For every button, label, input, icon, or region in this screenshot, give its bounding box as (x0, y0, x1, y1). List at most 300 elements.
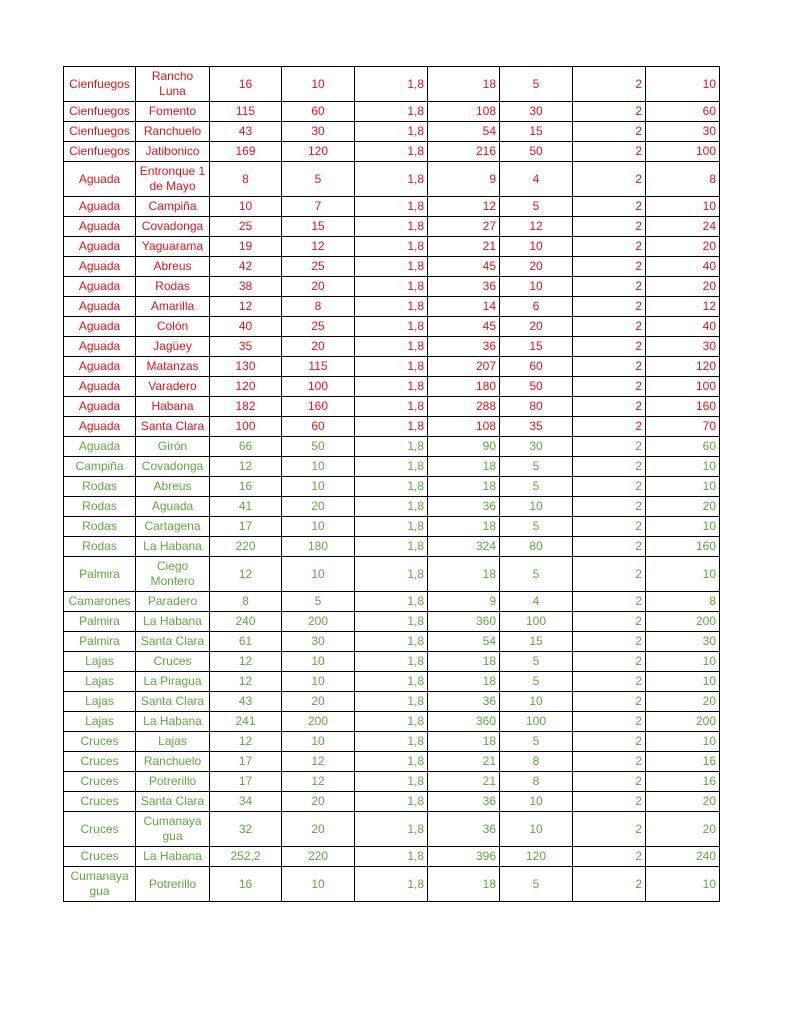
value-cell-1: 182 (210, 397, 282, 417)
factor-cell: 1,8 (355, 592, 428, 612)
value-cell-1: 12 (210, 557, 282, 592)
destination-cell: La Habana (136, 847, 210, 867)
table-row (64, 632, 720, 652)
value-cell-3: 14 (428, 297, 500, 317)
table-row (64, 142, 720, 162)
table-row (64, 297, 720, 317)
value-cell-6: 8 (646, 592, 720, 612)
value-cell-1: 17 (210, 772, 282, 792)
value-cell-3: 18 (428, 517, 500, 537)
value-cell-6: 20 (646, 792, 720, 812)
value-cell-5: 2 (573, 67, 646, 102)
value-cell-1: 120 (210, 377, 282, 397)
value-cell-3: 18 (428, 477, 500, 497)
value-cell-2: 180 (282, 537, 355, 557)
value-cell-5: 2 (573, 632, 646, 652)
value-cell-5: 2 (573, 812, 646, 847)
value-cell-1: 16 (210, 477, 282, 497)
value-cell-4: 5 (500, 517, 573, 537)
value-cell-1: 115 (210, 102, 282, 122)
route-data-table (63, 66, 720, 902)
destination-cell: La Habana (136, 612, 210, 632)
value-cell-2: 200 (282, 612, 355, 632)
value-cell-5: 2 (573, 772, 646, 792)
value-cell-4: 10 (500, 792, 573, 812)
origin-cell: Rodas (64, 517, 136, 537)
table-row (64, 592, 720, 612)
value-cell-3: 108 (428, 417, 500, 437)
value-cell-4: 15 (500, 122, 573, 142)
value-cell-1: 17 (210, 752, 282, 772)
value-cell-3: 9 (428, 162, 500, 197)
value-cell-1: 35 (210, 337, 282, 357)
value-cell-5: 2 (573, 712, 646, 732)
value-cell-2: 10 (282, 867, 355, 902)
value-cell-4: 4 (500, 592, 573, 612)
value-cell-2: 30 (282, 122, 355, 142)
table-row (64, 712, 720, 732)
value-cell-2: 12 (282, 752, 355, 772)
origin-cell: Cruces (64, 792, 136, 812)
value-cell-5: 2 (573, 337, 646, 357)
table-row (64, 497, 720, 517)
factor-cell: 1,8 (355, 867, 428, 902)
origin-cell: Cienfuegos (64, 142, 136, 162)
value-cell-1: 34 (210, 792, 282, 812)
value-cell-2: 120 (282, 142, 355, 162)
value-cell-1: 16 (210, 67, 282, 102)
factor-cell: 1,8 (355, 377, 428, 397)
value-cell-3: 36 (428, 497, 500, 517)
value-cell-2: 10 (282, 732, 355, 752)
value-cell-6: 20 (646, 692, 720, 712)
value-cell-5: 2 (573, 417, 646, 437)
origin-cell: Rodas (64, 477, 136, 497)
value-cell-4: 50 (500, 377, 573, 397)
factor-cell: 1,8 (355, 632, 428, 652)
value-cell-3: 21 (428, 772, 500, 792)
value-cell-2: 20 (282, 337, 355, 357)
table-row (64, 692, 720, 712)
table-row (64, 652, 720, 672)
value-cell-5: 2 (573, 497, 646, 517)
value-cell-5: 2 (573, 752, 646, 772)
value-cell-2: 160 (282, 397, 355, 417)
value-cell-4: 15 (500, 337, 573, 357)
table-row (64, 197, 720, 217)
value-cell-6: 100 (646, 142, 720, 162)
value-cell-4: 10 (500, 497, 573, 517)
value-cell-5: 2 (573, 867, 646, 902)
destination-cell: Aguada (136, 497, 210, 517)
value-cell-3: 54 (428, 122, 500, 142)
value-cell-5: 2 (573, 162, 646, 197)
factor-cell: 1,8 (355, 692, 428, 712)
value-cell-1: 25 (210, 217, 282, 237)
origin-cell: Camarones (64, 592, 136, 612)
origin-cell: Aguada (64, 297, 136, 317)
value-cell-2: 115 (282, 357, 355, 377)
origin-cell: Aguada (64, 377, 136, 397)
factor-cell: 1,8 (355, 337, 428, 357)
origin-cell: Aguada (64, 237, 136, 257)
value-cell-1: 40 (210, 317, 282, 337)
value-cell-3: 36 (428, 277, 500, 297)
destination-cell: Potrerillo (136, 772, 210, 792)
table-row (64, 357, 720, 377)
origin-cell: Aguada (64, 277, 136, 297)
value-cell-1: 8 (210, 162, 282, 197)
table-row (64, 217, 720, 237)
value-cell-3: 90 (428, 437, 500, 457)
destination-cell: Abreus (136, 257, 210, 277)
factor-cell: 1,8 (355, 257, 428, 277)
value-cell-6: 10 (646, 197, 720, 217)
table-row (64, 752, 720, 772)
origin-cell: Cruces (64, 752, 136, 772)
value-cell-4: 10 (500, 237, 573, 257)
value-cell-6: 240 (646, 847, 720, 867)
value-cell-3: 9 (428, 592, 500, 612)
value-cell-6: 10 (646, 672, 720, 692)
value-cell-3: 18 (428, 457, 500, 477)
value-cell-6: 10 (646, 67, 720, 102)
destination-cell: Cartagena (136, 517, 210, 537)
value-cell-1: 61 (210, 632, 282, 652)
value-cell-3: 288 (428, 397, 500, 417)
table-row (64, 162, 720, 197)
value-cell-6: 40 (646, 257, 720, 277)
origin-cell: Cruces (64, 847, 136, 867)
value-cell-6: 10 (646, 867, 720, 902)
factor-cell: 1,8 (355, 162, 428, 197)
factor-cell: 1,8 (355, 417, 428, 437)
value-cell-6: 30 (646, 337, 720, 357)
destination-cell: La Habana (136, 537, 210, 557)
value-cell-4: 10 (500, 277, 573, 297)
value-cell-2: 60 (282, 102, 355, 122)
value-cell-2: 220 (282, 847, 355, 867)
value-cell-2: 50 (282, 437, 355, 457)
value-cell-2: 12 (282, 772, 355, 792)
value-cell-6: 12 (646, 297, 720, 317)
origin-cell: Cruces (64, 812, 136, 847)
value-cell-5: 2 (573, 317, 646, 337)
value-cell-1: 43 (210, 122, 282, 142)
destination-cell: Potrerillo (136, 867, 210, 902)
value-cell-2: 5 (282, 162, 355, 197)
value-cell-5: 2 (573, 377, 646, 397)
table-row (64, 317, 720, 337)
factor-cell: 1,8 (355, 652, 428, 672)
table-row (64, 537, 720, 557)
destination-cell: Santa Clara (136, 632, 210, 652)
value-cell-6: 20 (646, 812, 720, 847)
value-cell-1: 43 (210, 692, 282, 712)
table-row (64, 417, 720, 437)
table-row (64, 477, 720, 497)
value-cell-2: 10 (282, 652, 355, 672)
value-cell-3: 12 (428, 197, 500, 217)
origin-cell: Palmira (64, 612, 136, 632)
value-cell-4: 5 (500, 197, 573, 217)
table-row (64, 847, 720, 867)
factor-cell: 1,8 (355, 612, 428, 632)
value-cell-6: 16 (646, 772, 720, 792)
value-cell-6: 30 (646, 632, 720, 652)
value-cell-1: 252,2 (210, 847, 282, 867)
value-cell-6: 200 (646, 612, 720, 632)
factor-cell: 1,8 (355, 397, 428, 417)
value-cell-1: 12 (210, 672, 282, 692)
origin-cell: Palmira (64, 632, 136, 652)
value-cell-3: 216 (428, 142, 500, 162)
destination-cell: Cruces (136, 652, 210, 672)
value-cell-3: 18 (428, 672, 500, 692)
factor-cell: 1,8 (355, 197, 428, 217)
value-cell-2: 7 (282, 197, 355, 217)
value-cell-6: 30 (646, 122, 720, 142)
table-row (64, 257, 720, 277)
value-cell-4: 5 (500, 557, 573, 592)
value-cell-1: 8 (210, 592, 282, 612)
value-cell-6: 40 (646, 317, 720, 337)
value-cell-1: 240 (210, 612, 282, 632)
value-cell-1: 12 (210, 297, 282, 317)
destination-cell: Colón (136, 317, 210, 337)
value-cell-6: 200 (646, 712, 720, 732)
destination-cell: Santa Clara (136, 692, 210, 712)
origin-cell: Cienfuegos (64, 67, 136, 102)
origin-cell: Lajas (64, 672, 136, 692)
value-cell-3: 21 (428, 752, 500, 772)
value-cell-4: 12 (500, 217, 573, 237)
destination-cell: Habana (136, 397, 210, 417)
value-cell-1: 241 (210, 712, 282, 732)
origin-cell: Lajas (64, 652, 136, 672)
value-cell-6: 100 (646, 377, 720, 397)
value-cell-2: 20 (282, 277, 355, 297)
value-cell-1: 12 (210, 652, 282, 672)
origin-cell: Palmira (64, 557, 136, 592)
destination-cell: Yaguarama (136, 237, 210, 257)
value-cell-1: 42 (210, 257, 282, 277)
factor-cell: 1,8 (355, 357, 428, 377)
origin-cell: Cumanaya gua (64, 867, 136, 902)
value-cell-4: 30 (500, 102, 573, 122)
destination-cell: Rancho Luna (136, 67, 210, 102)
value-cell-6: 10 (646, 557, 720, 592)
value-cell-3: 36 (428, 337, 500, 357)
table-row (64, 277, 720, 297)
value-cell-3: 45 (428, 317, 500, 337)
destination-cell: Jatibonico (136, 142, 210, 162)
table-row (64, 557, 720, 592)
value-cell-1: 100 (210, 417, 282, 437)
table-row (64, 792, 720, 812)
value-cell-6: 70 (646, 417, 720, 437)
table-row (64, 457, 720, 477)
value-cell-3: 21 (428, 237, 500, 257)
value-cell-5: 2 (573, 692, 646, 712)
table-row (64, 122, 720, 142)
value-cell-4: 6 (500, 297, 573, 317)
factor-cell: 1,8 (355, 672, 428, 692)
value-cell-6: 160 (646, 397, 720, 417)
value-cell-2: 10 (282, 477, 355, 497)
value-cell-3: 207 (428, 357, 500, 377)
factor-cell: 1,8 (355, 712, 428, 732)
value-cell-2: 25 (282, 257, 355, 277)
value-cell-4: 120 (500, 847, 573, 867)
value-cell-5: 2 (573, 457, 646, 477)
origin-cell: Aguada (64, 357, 136, 377)
origin-cell: Aguada (64, 397, 136, 417)
table-row (64, 672, 720, 692)
factor-cell: 1,8 (355, 792, 428, 812)
value-cell-4: 10 (500, 812, 573, 847)
value-cell-2: 10 (282, 557, 355, 592)
value-cell-3: 108 (428, 102, 500, 122)
table-row (64, 517, 720, 537)
value-cell-5: 2 (573, 357, 646, 377)
value-cell-5: 2 (573, 792, 646, 812)
value-cell-4: 5 (500, 672, 573, 692)
value-cell-4: 8 (500, 772, 573, 792)
factor-cell: 1,8 (355, 142, 428, 162)
value-cell-5: 2 (573, 217, 646, 237)
value-cell-5: 2 (573, 847, 646, 867)
factor-cell: 1,8 (355, 217, 428, 237)
origin-cell: Rodas (64, 537, 136, 557)
value-cell-1: 32 (210, 812, 282, 847)
origin-cell: Aguada (64, 162, 136, 197)
value-cell-3: 18 (428, 867, 500, 902)
origin-cell: Cienfuegos (64, 102, 136, 122)
value-cell-5: 2 (573, 257, 646, 277)
origin-cell: Cruces (64, 772, 136, 792)
destination-cell: La Habana (136, 712, 210, 732)
factor-cell: 1,8 (355, 102, 428, 122)
value-cell-1: 19 (210, 237, 282, 257)
table-row (64, 237, 720, 257)
origin-cell: Aguada (64, 337, 136, 357)
table-row (64, 377, 720, 397)
value-cell-2: 30 (282, 632, 355, 652)
table-row (64, 867, 720, 902)
value-cell-4: 50 (500, 142, 573, 162)
destination-cell: Fomento (136, 102, 210, 122)
origin-cell: Cienfuegos (64, 122, 136, 142)
table-row (64, 732, 720, 752)
value-cell-3: 54 (428, 632, 500, 652)
value-cell-2: 10 (282, 457, 355, 477)
value-cell-5: 2 (573, 297, 646, 317)
value-cell-3: 18 (428, 732, 500, 752)
value-cell-6: 120 (646, 357, 720, 377)
value-cell-2: 200 (282, 712, 355, 732)
value-cell-1: 169 (210, 142, 282, 162)
origin-cell: Aguada (64, 217, 136, 237)
factor-cell: 1,8 (355, 477, 428, 497)
destination-cell: La Piragua (136, 672, 210, 692)
origin-cell: Aguada (64, 317, 136, 337)
value-cell-1: 12 (210, 457, 282, 477)
origin-cell: Aguada (64, 417, 136, 437)
value-cell-1: 12 (210, 732, 282, 752)
value-cell-1: 17 (210, 517, 282, 537)
destination-cell: Paradero (136, 592, 210, 612)
value-cell-4: 5 (500, 67, 573, 102)
value-cell-6: 20 (646, 277, 720, 297)
destination-cell: Abreus (136, 477, 210, 497)
factor-cell: 1,8 (355, 557, 428, 592)
value-cell-6: 10 (646, 732, 720, 752)
destination-cell: Cumanaya gua (136, 812, 210, 847)
destination-cell: Jagüey (136, 337, 210, 357)
value-cell-2: 20 (282, 812, 355, 847)
value-cell-1: 130 (210, 357, 282, 377)
table-row (64, 337, 720, 357)
factor-cell: 1,8 (355, 277, 428, 297)
value-cell-5: 2 (573, 102, 646, 122)
value-cell-4: 5 (500, 652, 573, 672)
origin-cell: Lajas (64, 712, 136, 732)
value-cell-3: 36 (428, 812, 500, 847)
value-cell-5: 2 (573, 437, 646, 457)
value-cell-2: 20 (282, 497, 355, 517)
table-row (64, 437, 720, 457)
destination-cell: Rodas (136, 277, 210, 297)
origin-cell: Rodas (64, 497, 136, 517)
value-cell-2: 20 (282, 692, 355, 712)
value-cell-4: 8 (500, 752, 573, 772)
value-cell-1: 41 (210, 497, 282, 517)
value-cell-5: 2 (573, 142, 646, 162)
value-cell-1: 220 (210, 537, 282, 557)
value-cell-6: 60 (646, 437, 720, 457)
table-body (64, 67, 720, 902)
value-cell-6: 60 (646, 102, 720, 122)
factor-cell: 1,8 (355, 497, 428, 517)
value-cell-4: 20 (500, 257, 573, 277)
value-cell-4: 5 (500, 867, 573, 902)
value-cell-5: 2 (573, 557, 646, 592)
value-cell-4: 10 (500, 692, 573, 712)
value-cell-6: 24 (646, 217, 720, 237)
table-row (64, 772, 720, 792)
value-cell-5: 2 (573, 592, 646, 612)
origin-cell: Aguada (64, 437, 136, 457)
value-cell-4: 4 (500, 162, 573, 197)
value-cell-2: 60 (282, 417, 355, 437)
value-cell-1: 16 (210, 867, 282, 902)
value-cell-3: 360 (428, 612, 500, 632)
value-cell-5: 2 (573, 612, 646, 632)
table-row (64, 397, 720, 417)
value-cell-3: 18 (428, 652, 500, 672)
value-cell-3: 180 (428, 377, 500, 397)
value-cell-5: 2 (573, 197, 646, 217)
table-row (64, 612, 720, 632)
destination-cell: Entronque 1 de Mayo (136, 162, 210, 197)
destination-cell: Ranchuelo (136, 752, 210, 772)
value-cell-6: 16 (646, 752, 720, 772)
value-cell-4: 80 (500, 537, 573, 557)
value-cell-4: 20 (500, 317, 573, 337)
value-cell-5: 2 (573, 537, 646, 557)
value-cell-2: 25 (282, 317, 355, 337)
